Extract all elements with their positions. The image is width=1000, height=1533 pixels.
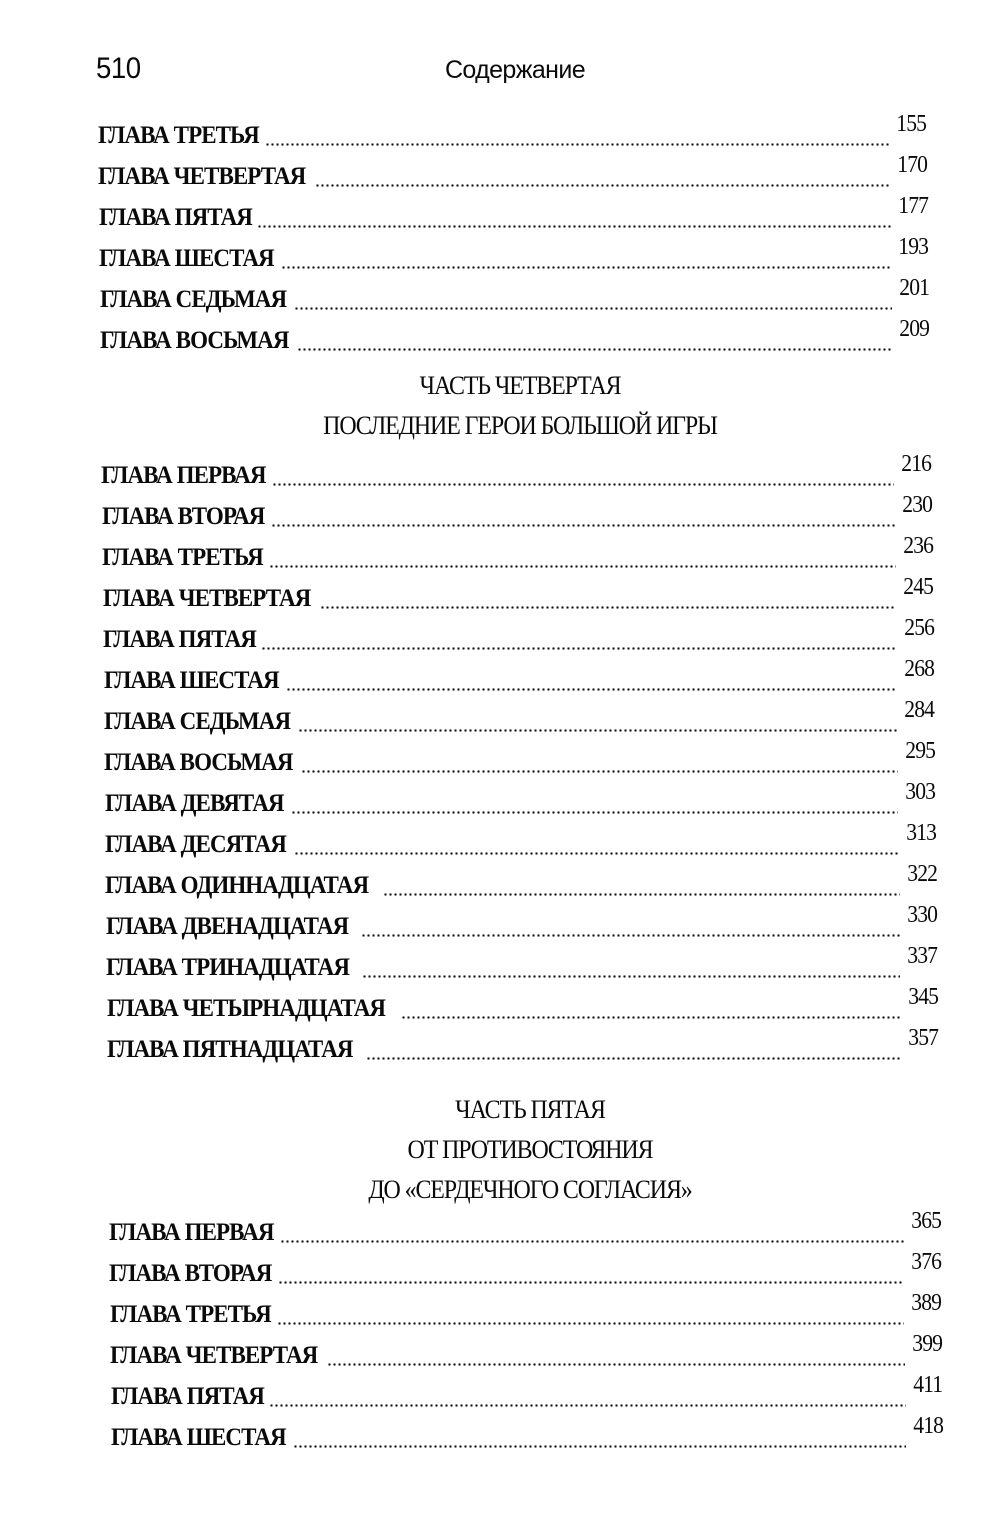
toc-entry — [110, 1331, 942, 1370]
chapter-page: 230 — [902, 492, 932, 518]
chapter-page: 399 — [912, 1331, 942, 1357]
part-heading — [0, 1090, 1000, 1210]
chapter-title: ГЛАВА ПЕРВАЯ — [101, 462, 266, 489]
toc-entry — [105, 861, 937, 900]
toc-entry — [109, 1249, 941, 1288]
chapter-title: ГЛАВА ПЯТАЯ — [103, 626, 256, 653]
toc-entry — [103, 615, 934, 654]
dot-leader — [362, 975, 900, 978]
toc-entry — [98, 111, 926, 150]
chapter-page: 170 — [897, 152, 927, 178]
chapter-title: ГЛАВА ЧЕТВЕРТАЯ — [103, 585, 311, 612]
chapter-page: 245 — [903, 574, 933, 600]
dot-leader — [291, 811, 898, 814]
toc-entry — [106, 943, 937, 982]
running-title: Содержание — [444, 56, 586, 84]
toc-entry — [104, 656, 934, 695]
chapter-page: 337 — [907, 943, 937, 969]
chapter-title: ГЛАВА ШЕСТАЯ — [99, 245, 274, 272]
chapter-title: ГЛАВА ЧЕТВЕРТАЯ — [110, 1342, 318, 1369]
chapter-title: ГЛАВА ДЕСЯТАЯ — [105, 831, 287, 858]
toc-entry — [110, 1290, 941, 1329]
dot-leader — [315, 184, 890, 187]
dot-leader — [383, 893, 900, 896]
chapter-page: 268 — [904, 656, 934, 682]
chapter-title: ГЛАВА ДЕВЯТАЯ — [105, 790, 284, 817]
chapter-page: 418 — [913, 1413, 943, 1439]
toc-entry — [104, 697, 934, 736]
chapter-page: 303 — [905, 779, 935, 805]
chapter-title: ГЛАВА ПЯТАЯ — [111, 1383, 264, 1410]
dot-leader — [257, 225, 891, 228]
chapter-title: ГЛАВА ТРЕТЬЯ — [110, 1301, 271, 1328]
toc-entry — [100, 275, 929, 314]
dot-leader — [301, 770, 898, 773]
dot-leader — [269, 1404, 906, 1407]
toc-entry — [105, 820, 936, 859]
chapter-title: ГЛАВА ВОСЬМАЯ — [100, 327, 289, 354]
part-heading — [0, 366, 1000, 446]
toc-entry — [98, 152, 927, 191]
toc-entry — [104, 738, 935, 777]
part-title-line-2: ДО «СЕРДЕЧНОГО СОГЛАСИЯ» — [368, 1175, 692, 1204]
chapter-page: 322 — [907, 861, 937, 887]
chapter-page: 295 — [905, 738, 935, 764]
toc-entry — [109, 1208, 941, 1247]
dot-leader — [269, 565, 896, 568]
chapter-title: ГЛАВА ВТОРАЯ — [109, 1260, 272, 1287]
toc-entry — [101, 451, 931, 490]
toc-entry — [99, 234, 928, 273]
toc-entry — [103, 574, 933, 613]
dot-leader — [298, 729, 897, 732]
toc-entry — [105, 779, 935, 818]
chapter-title: ГЛАВА ПЯТАЯ — [99, 204, 252, 231]
toc-entry — [106, 902, 937, 941]
toc-entry — [111, 1372, 942, 1411]
chapter-page: 313 — [906, 820, 936, 846]
chapter-title: ГЛАВА ПЕРВАЯ — [109, 1219, 274, 1246]
dot-leader — [272, 483, 894, 486]
dot-leader — [280, 1240, 904, 1243]
chapter-title: ГЛАВА ШЕСТАЯ — [111, 1424, 286, 1451]
chapter-title: ГЛАВА ПЯТНАДЦАТАЯ — [107, 1036, 353, 1063]
chapter-page: 365 — [911, 1208, 941, 1234]
chapter-page: 357 — [908, 1025, 938, 1051]
chapter-title: ГЛАВА ДВЕНАДЦАТАЯ — [106, 913, 349, 940]
toc-entry — [102, 533, 933, 572]
part-number: ЧАСТЬ ПЯТАЯ — [455, 1095, 605, 1124]
chapter-title: ГЛАВА ЧЕТЫРНАДЦАТАЯ — [107, 995, 386, 1022]
toc-entry — [100, 316, 929, 355]
part-title-line-1: ОТ ПРОТИВОСТОЯНИЯ — [407, 1135, 653, 1164]
dot-leader — [366, 1057, 901, 1060]
part-title: ПОСЛЕДНИЕ ГЕРОИ БОЛЬШОЙ ИГРЫ — [323, 411, 717, 440]
page-number: 510 — [96, 52, 141, 85]
chapter-title: ГЛАВА ВТОРАЯ — [102, 503, 265, 530]
chapter-page: 216 — [901, 451, 931, 477]
toc-entry — [107, 984, 938, 1023]
chapter-title: ГЛАВА ТРЕТЬЯ — [102, 544, 263, 571]
dot-leader — [293, 1445, 906, 1448]
dot-leader — [327, 1363, 905, 1366]
chapter-page: 236 — [903, 533, 933, 559]
chapter-title: ГЛАВА СЕДЬМАЯ — [100, 286, 287, 313]
dot-leader — [281, 266, 891, 269]
chapter-page: 177 — [898, 193, 928, 219]
chapter-title: ГЛАВА ШЕСТАЯ — [104, 667, 279, 694]
dot-leader — [278, 1281, 904, 1284]
dot-leader — [286, 688, 897, 691]
chapter-page: 389 — [911, 1290, 941, 1316]
chapter-page: 345 — [908, 984, 938, 1010]
dot-leader — [261, 647, 897, 650]
chapter-title: ГЛАВА ВОСЬМАЯ — [104, 749, 293, 776]
chapter-page: 411 — [913, 1372, 942, 1398]
chapter-title: ГЛАВА ОДИННАДЦАТАЯ — [105, 872, 369, 899]
dot-leader — [277, 1322, 904, 1325]
dot-leader — [294, 852, 899, 855]
toc-entry — [99, 193, 928, 232]
chapter-page: 209 — [899, 316, 929, 342]
dot-leader — [320, 606, 896, 609]
toc-entry — [107, 1025, 938, 1064]
chapter-title: ГЛАВА ТРИНАДЦАТАЯ — [106, 954, 350, 981]
toc-entry — [102, 492, 932, 531]
dot-leader — [297, 348, 892, 351]
dot-leader — [265, 143, 889, 146]
chapter-page: 193 — [898, 234, 928, 260]
chapter-page: 155 — [896, 111, 926, 137]
chapter-title: ГЛАВА ЧЕТВЕРТАЯ — [98, 163, 306, 190]
part-number: ЧАСТЬ ЧЕТВЕРТАЯ — [419, 371, 621, 400]
dot-leader — [361, 934, 900, 937]
dot-leader — [294, 307, 892, 310]
chapter-page: 201 — [899, 275, 929, 301]
chapter-page: 330 — [907, 902, 937, 928]
dot-leader — [271, 524, 895, 527]
dot-leader — [401, 1016, 901, 1019]
chapter-page: 256 — [904, 615, 934, 641]
chapter-page: 284 — [904, 697, 934, 723]
chapter-page: 376 — [911, 1249, 941, 1275]
chapter-title: ГЛАВА ТРЕТЬЯ — [98, 122, 259, 149]
chapter-title: ГЛАВА СЕДЬМАЯ — [104, 708, 291, 735]
toc-entry — [111, 1413, 943, 1452]
